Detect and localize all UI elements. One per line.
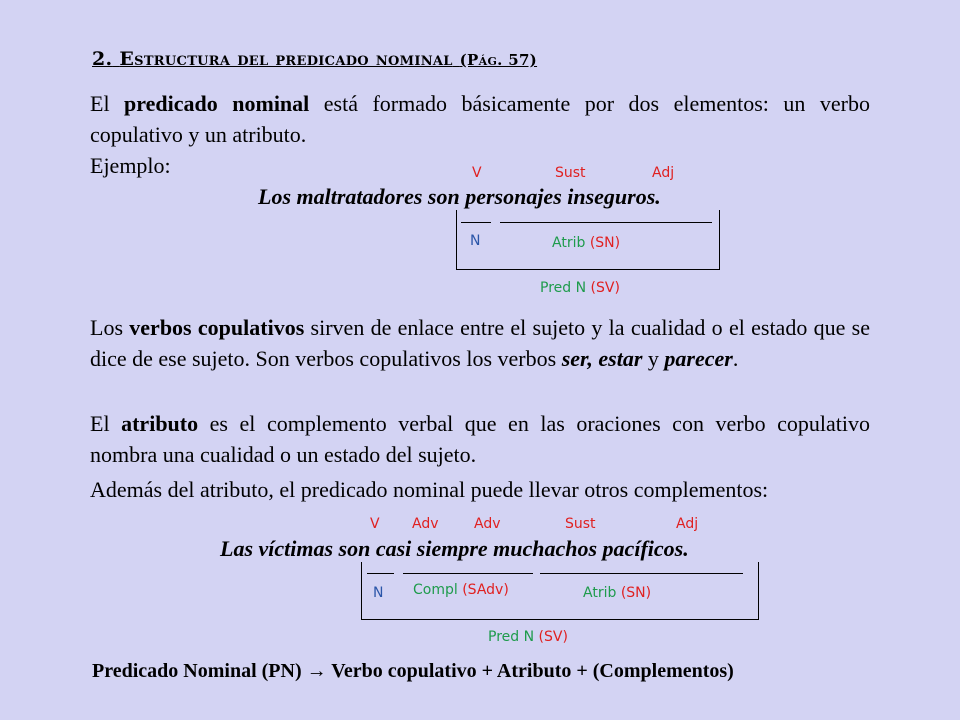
p3-c: es el complemento verbal que en las oraciones con verbo copulativo nombra una cualidad o un estado del sujeto.: [90, 411, 870, 467]
compl-text: Compl: [413, 582, 458, 598]
heading-page-ref: (Pág. 57): [459, 51, 538, 69]
summary-formula: Predicado Nominal (PN) → Verbo copulativo + Atributo + (Complementos): [92, 660, 734, 682]
underline2-n: [367, 573, 394, 574]
complements-paragraph: Además del atributo, el predicado nominal puede llevar otros complementos:: [90, 477, 769, 502]
underline-n: [461, 222, 491, 223]
pred2-text: Pred N: [488, 629, 535, 645]
intro-bold-term: predicado nominal: [124, 91, 310, 116]
bracket-bottom: [456, 269, 720, 270]
pred-sv: (SV): [590, 280, 620, 296]
intro-paragraph: [90, 88, 870, 150]
tag2-sust: Sust: [565, 516, 596, 532]
example-sentence-2: Las víctimas son casi siempre muchachos pacíficos.: [220, 536, 689, 561]
heading-number: 2.: [92, 48, 113, 70]
label2-atrib: [583, 585, 651, 601]
atrib2-text: Atrib: [583, 585, 617, 601]
p3-a: El: [90, 411, 122, 436]
tag-sust: Sust: [555, 165, 586, 181]
section-heading: [92, 48, 537, 70]
intro-text-a: El: [90, 91, 125, 116]
tag2-adv2: Adv: [474, 516, 501, 532]
atrib-sn: (SN): [589, 235, 621, 251]
atrib2-sn: (SN): [620, 585, 652, 601]
tag2-adj: Adj: [676, 516, 699, 532]
p2-g: .: [732, 346, 739, 371]
label-atrib-1: [552, 235, 620, 251]
underline2-atrib: [540, 573, 743, 574]
tag-v: V: [472, 165, 482, 181]
tag2-v: V: [370, 516, 380, 532]
label2-compl: [413, 582, 509, 598]
compl-sadv: (SAdv): [462, 582, 509, 598]
bracket2-right: [758, 562, 759, 620]
heading-title: Estructura del predicado nominal: [119, 48, 453, 70]
example-label: Ejemplo:: [90, 153, 171, 178]
tag-adj: Adj: [652, 165, 675, 181]
atrib-text: Atrib: [552, 235, 586, 251]
pred-text: Pred N: [540, 280, 587, 296]
copulative-paragraph: [90, 312, 870, 374]
label2-n: N: [373, 585, 384, 601]
example-sentence-1: Los maltratadores son personajes inseguros.: [258, 184, 661, 209]
bracket-left: [456, 210, 457, 270]
underline-atrib: [500, 222, 712, 223]
bracket2-bottom: [361, 619, 759, 620]
p2-c: sirven de enlace entre el sujeto y la cualidad o el estado que se dice de ese sujeto. Son verbos copulativos los verbos: [90, 315, 870, 371]
intro-text-c: está formado básicamente por dos elementos: un verbo copulativo y un atributo.: [90, 91, 870, 147]
p2-a: Los: [90, 315, 130, 340]
atributo-paragraph: [90, 408, 870, 470]
p2-e: y: [642, 346, 665, 371]
label-pred-1: [540, 280, 620, 296]
p3-bold-term: atributo: [121, 411, 199, 436]
underline2-compl: [403, 573, 533, 574]
p2-verb-parecer: parecer: [664, 346, 733, 371]
pred2-sv: (SV): [538, 629, 568, 645]
bracket2-left: [361, 562, 362, 620]
label2-pred: [488, 629, 568, 645]
tag2-adv1: Adv: [412, 516, 439, 532]
p2-verbs: ser, estar: [561, 346, 643, 371]
p2-bold-term: verbos copulativos: [129, 315, 305, 340]
bracket-right: [719, 210, 720, 270]
label-n: N: [470, 233, 481, 249]
